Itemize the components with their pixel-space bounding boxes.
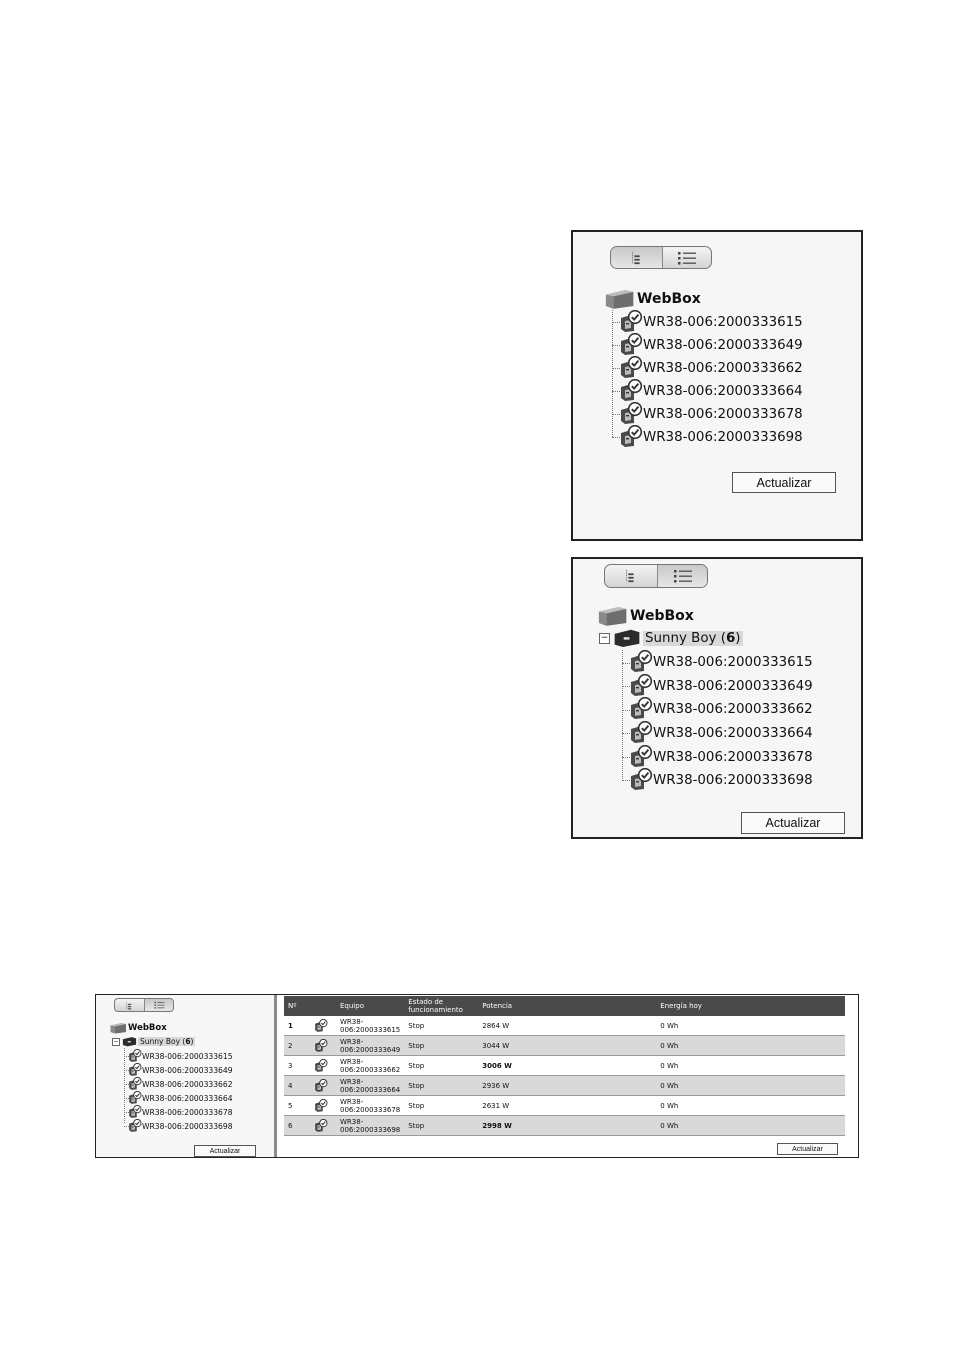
row-equipo[interactable]: WR38- 006:2000333698 <box>310 1116 404 1136</box>
col-no-header[interactable]: Nº <box>284 996 310 1016</box>
tree-view-icon <box>125 1001 134 1010</box>
tree-device-item[interactable] <box>629 697 813 721</box>
inverter-ok-icon <box>629 768 653 792</box>
tree-root-webbox[interactable] <box>598 605 694 627</box>
tree-device-item[interactable] <box>619 356 803 380</box>
row-estado: Stop <box>404 1056 478 1076</box>
table-row[interactable] <box>284 1076 845 1096</box>
inverter-ok-icon <box>629 674 653 698</box>
row-energia: 0 Wh <box>656 1016 845 1036</box>
row-estado: Stop <box>404 1036 478 1056</box>
sunny-boy-group-icon <box>613 628 641 648</box>
tree-view-button[interactable] <box>115 999 144 1011</box>
row-energia: 0 Wh <box>656 1096 845 1116</box>
row-no: 3 <box>284 1056 310 1076</box>
row-equipo[interactable]: WR38- 006:2000333662 <box>310 1056 404 1076</box>
tree-device-item[interactable] <box>619 310 803 334</box>
device-label: WR38-006:2000333698 <box>142 1121 233 1131</box>
inverter-ok-icon <box>619 402 643 426</box>
device-label: WR38-006:2000333698 <box>643 429 803 445</box>
device-label: WR38-006:2000333678 <box>653 749 813 765</box>
table-refresh-button[interactable]: Actualizar <box>777 1143 838 1155</box>
inverter-ok-icon <box>128 1091 142 1105</box>
tree-device-item[interactable] <box>629 745 813 769</box>
tree-device-item[interactable] <box>128 1063 233 1077</box>
list-view-icon <box>673 569 693 583</box>
table-header-row <box>284 996 845 1016</box>
collapse-toggle-icon[interactable]: − <box>600 632 609 643</box>
device-label: WR38-006:2000333615 <box>653 654 813 670</box>
webbox-icon <box>605 288 635 310</box>
row-energia: 0 Wh <box>656 1056 845 1076</box>
inverter-ok-icon <box>314 1079 328 1093</box>
tree-group-sunny-boy[interactable] <box>599 628 743 648</box>
tree-view-icon <box>630 251 644 265</box>
row-no: 1 <box>284 1016 310 1036</box>
row-estado: Stop <box>404 1116 478 1136</box>
row-no: 6 <box>284 1116 310 1136</box>
col-potencia-header[interactable]: Potencia <box>478 996 656 1016</box>
group-label: Sunny Boy (6) <box>140 1037 194 1046</box>
inverter-ok-icon <box>629 650 653 674</box>
collapse-toggle-icon[interactable]: − <box>113 1037 119 1045</box>
inverter-ok-icon <box>128 1077 142 1091</box>
root-label: WebBox <box>630 608 694 624</box>
view-toggle <box>610 246 712 269</box>
inverter-ok-icon <box>619 379 643 403</box>
inverter-ok-icon <box>128 1063 142 1077</box>
root-label: WebBox <box>128 1023 167 1033</box>
sunny-boy-group-icon <box>122 1036 137 1047</box>
list-view-icon <box>677 251 697 265</box>
tree-device-item[interactable] <box>619 425 803 449</box>
row-no: 2 <box>284 1036 310 1056</box>
inverter-ok-icon <box>629 721 653 745</box>
tree-device-item[interactable] <box>629 650 813 674</box>
row-estado: Stop <box>404 1076 478 1096</box>
col-energia-header[interactable]: Energía hoy <box>656 996 845 1016</box>
refresh-button[interactable]: Actualizar <box>732 472 836 493</box>
device-table <box>284 996 845 1136</box>
tree-device-item[interactable] <box>619 402 803 426</box>
row-potencia: 2864 W <box>478 1016 656 1036</box>
row-energia: 0 Wh <box>656 1036 845 1056</box>
inverter-ok-icon <box>128 1105 142 1119</box>
tree-pane <box>96 995 277 1157</box>
inverter-ok-icon <box>629 745 653 769</box>
device-label: WR38-006:2000333664 <box>643 383 803 399</box>
inverter-ok-icon <box>314 1019 328 1033</box>
tree-device-item[interactable] <box>128 1049 233 1063</box>
inverter-ok-icon <box>619 310 643 334</box>
refresh-button[interactable]: Actualizar <box>741 812 845 834</box>
device-label: WR38-006:2000333698 <box>653 772 813 788</box>
view-toggle <box>604 564 708 588</box>
device-label: WR38-006:2000333664 <box>142 1093 233 1103</box>
device-label: WR38-006:2000333649 <box>643 337 803 353</box>
row-estado: Stop <box>404 1096 478 1116</box>
tree-device-item[interactable] <box>128 1091 233 1105</box>
device-label: WR38-006:2000333664 <box>653 725 813 741</box>
table-row[interactable] <box>284 1116 845 1136</box>
device-label: WR38-006:2000333678 <box>142 1107 233 1117</box>
group-label: Sunny Boy (6) <box>645 630 741 646</box>
inverter-ok-icon <box>314 1059 328 1073</box>
tree-view-button[interactable] <box>611 247 662 268</box>
device-label: WR38-006:2000333615 <box>643 314 803 330</box>
inverter-ok-icon <box>619 425 643 449</box>
col-estado-header[interactable]: Estado de funcionamiento <box>404 996 478 1016</box>
row-equipo[interactable]: WR38- 006:2000333649 <box>310 1036 404 1056</box>
tree-device-item[interactable] <box>619 333 803 357</box>
list-view-icon <box>154 1001 165 1009</box>
table-row[interactable] <box>284 1036 845 1056</box>
webbox-icon <box>598 605 628 627</box>
table-row[interactable] <box>284 1016 845 1036</box>
tree-device-item[interactable] <box>629 768 813 792</box>
device-label: WR38-006:2000333649 <box>142 1065 233 1075</box>
tree-device-item[interactable] <box>128 1119 233 1133</box>
row-potencia: 2998 W <box>478 1116 656 1136</box>
device-label: WR38-006:2000333678 <box>643 406 803 422</box>
col-equipo-header[interactable]: Equipo <box>310 996 404 1016</box>
list-view-button[interactable] <box>144 999 173 1011</box>
tree-device-item[interactable] <box>629 721 813 745</box>
row-energia: 0 Wh <box>656 1116 845 1136</box>
row-potencia: 3006 W <box>478 1056 656 1076</box>
row-potencia: 2631 W <box>478 1096 656 1116</box>
tree-device-item[interactable] <box>619 379 803 403</box>
row-potencia: 3044 W <box>478 1036 656 1056</box>
table-row[interactable] <box>284 1056 845 1076</box>
tree-view-icon <box>624 569 638 583</box>
tree-group-sunny-boy[interactable] <box>112 1036 195 1047</box>
list-view-button[interactable] <box>662 247 711 268</box>
inverter-ok-icon <box>619 356 643 380</box>
row-energia: 0 Wh <box>656 1076 845 1096</box>
list-view-button[interactable] <box>657 565 707 587</box>
tree-device-item[interactable] <box>128 1105 233 1119</box>
tree-root-webbox[interactable] <box>110 1022 167 1034</box>
tree-panel-flat <box>571 230 863 541</box>
view-toggle <box>114 998 174 1012</box>
device-label: WR38-006:2000333662 <box>643 360 803 376</box>
device-label: WR38-006:2000333662 <box>653 701 813 717</box>
tree-device-item[interactable] <box>629 674 813 698</box>
tree-device-item[interactable] <box>128 1077 233 1091</box>
webbox-icon <box>110 1022 127 1034</box>
row-potencia: 2936 W <box>478 1076 656 1096</box>
inverter-ok-icon <box>128 1119 142 1133</box>
row-equipo[interactable]: WR38- 006:2000333664 <box>310 1076 404 1096</box>
row-equipo[interactable]: WR38- 006:2000333678 <box>310 1096 404 1116</box>
row-no: 5 <box>284 1096 310 1116</box>
table-row[interactable] <box>284 1096 845 1116</box>
inverter-ok-icon <box>629 697 653 721</box>
inverter-ok-icon <box>619 333 643 357</box>
inverter-ok-icon <box>314 1039 328 1053</box>
device-label: WR38-006:2000333649 <box>653 678 813 694</box>
full-view-panel <box>95 994 859 1158</box>
device-label: WR38-006:2000333662 <box>142 1079 233 1089</box>
inverter-ok-icon <box>314 1099 328 1113</box>
row-estado: Stop <box>404 1016 478 1036</box>
inverter-ok-icon <box>314 1119 328 1133</box>
inverter-ok-icon <box>128 1049 142 1063</box>
root-label: WebBox <box>637 291 701 307</box>
row-equipo[interactable]: WR38- 006:2000333615 <box>310 1016 404 1036</box>
refresh-button[interactable]: Actualizar <box>194 1145 256 1157</box>
tree-panel-grouped <box>571 557 863 839</box>
tree-root-webbox[interactable] <box>605 288 701 310</box>
row-no: 4 <box>284 1076 310 1096</box>
device-label: WR38-006:2000333615 <box>142 1051 233 1061</box>
tree-view-button[interactable] <box>605 565 657 587</box>
